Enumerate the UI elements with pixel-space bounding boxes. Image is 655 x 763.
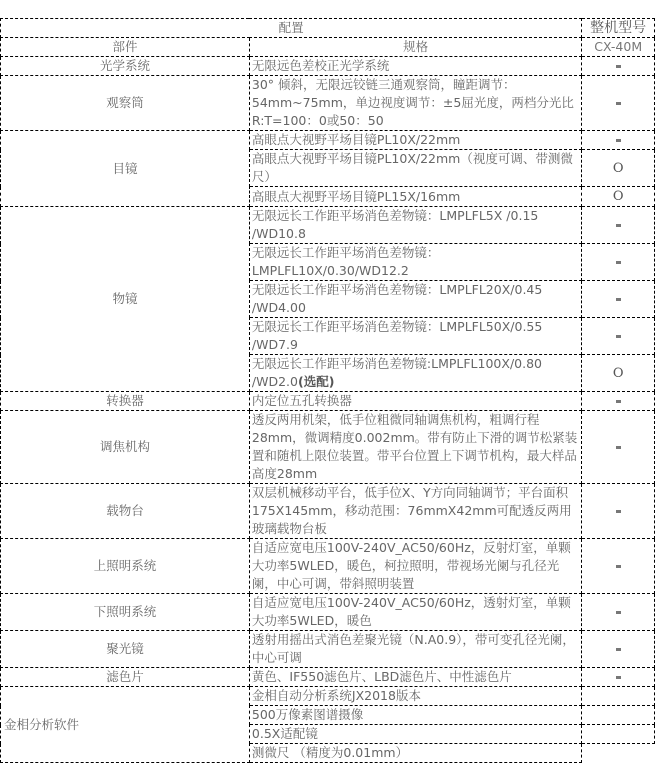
- mark-cell: [582, 150, 655, 187]
- spec-cell: 双层机械移动平台，低手位X、Y方向同轴调节；平台面积175X145mm，移动范围：76mmX42mm可配透反两用玻璃载物台板: [249, 484, 581, 539]
- mark-cell: [582, 539, 655, 594]
- spec-cell: 自适应宽电压100V-240V_AC50/60Hz，反射灯室，单颗大功率5WLED，暖色，柯拉照明，带视场光阑与孔径光阑，中心可调，带斜照明装置: [249, 539, 581, 594]
- model-value: CX-40M: [582, 38, 655, 57]
- part-cell: 下照明系统: [1, 594, 250, 631]
- included-dash-icon: [616, 139, 621, 142]
- included-dash-icon: [616, 565, 621, 568]
- part-cell: 滤色片: [1, 668, 250, 687]
- optional-note: (选配): [297, 374, 335, 389]
- mark-cell: [582, 725, 655, 744]
- mark-cell: [582, 668, 655, 687]
- table-subheader-row: [1, 38, 655, 57]
- included-dash-icon: [616, 224, 621, 227]
- spec-cell: 30° 倾斜，无限远铰链三通观察筒，瞳距调节：54mm~75mm，单边视度调节：±5屈光度，两档分光比R:T=100：0或50：50: [249, 76, 581, 131]
- table-row: [1, 631, 655, 668]
- spec-column-header: 规格: [249, 38, 581, 57]
- spec-cell: 测微尺 （精度为0.01mm）: [249, 744, 581, 763]
- table-row: [1, 131, 655, 150]
- mark-cell: [582, 244, 655, 281]
- part-cell: 金相分析软件: [1, 687, 250, 763]
- part-column-header: 部件: [1, 38, 250, 57]
- spec-cell: 无限远长工作距平场消色差物镜：LMPLFL10X/0.30/WD12.2: [249, 244, 581, 281]
- spec-cell: 自适应宽电压100V-240V_AC50/60Hz，透射灯室，单颗大功率5WLED，暖色: [249, 594, 581, 631]
- mark-cell: [582, 318, 655, 355]
- mark-cell: [582, 687, 655, 706]
- spec-cell: 0.5X适配镜: [249, 725, 581, 744]
- part-cell: 光学系统: [1, 57, 250, 76]
- mark-cell: [582, 187, 655, 207]
- optional-mark: O: [612, 189, 624, 204]
- included-dash-icon: [616, 298, 621, 301]
- part-cell: 载物台: [1, 484, 250, 539]
- mark-cell: [582, 411, 655, 484]
- table-row: [1, 57, 655, 76]
- spec-cell: 无限远色差校正光学系统: [249, 57, 581, 76]
- configuration-table: [0, 18, 655, 763]
- optional-mark: O: [612, 160, 624, 176]
- mark-cell: [582, 594, 655, 631]
- included-dash-icon: [616, 510, 621, 513]
- table-row: [1, 411, 655, 484]
- table-row: [1, 668, 655, 687]
- mark-cell: [582, 392, 655, 411]
- mark-cell: [582, 207, 655, 244]
- included-dash-icon: [616, 335, 621, 338]
- part-cell: 观察筒: [1, 76, 250, 131]
- table-row: [1, 76, 655, 131]
- table-row: [1, 207, 655, 244]
- mark-cell: [582, 57, 655, 76]
- mark-cell: [582, 355, 655, 392]
- spec-cell: 内定位五孔转换器: [249, 392, 581, 411]
- spec-cell: 高眼点大视野平场目镜PL15X/16mm: [249, 187, 581, 207]
- mark-cell: [582, 744, 655, 763]
- part-cell: 目镜: [1, 131, 250, 207]
- included-dash-icon: [616, 102, 621, 105]
- included-dash-icon: [616, 400, 621, 403]
- spec-cell: [249, 355, 581, 392]
- mark-cell: [582, 281, 655, 318]
- part-cell: 聚光镜: [1, 631, 250, 668]
- spec-cell: 金相自动分析系统JX2018版本: [249, 687, 581, 706]
- table-row: [1, 392, 655, 411]
- mark-cell: [582, 706, 655, 725]
- included-dash-icon: [616, 676, 621, 679]
- included-dash-icon: [616, 65, 621, 68]
- spec-cell: 透反两用机架，低手位粗微同轴调焦机构，粗调行程28mm，微调精度0.002mm。带有防止下滑的调节松紧装置和随机上限位装置。带平台位置上下调节机构，最大样品高度28mm: [249, 411, 581, 484]
- part-cell: 上照明系统: [1, 539, 250, 594]
- spec-cell: 500万像素图谱摄像: [249, 706, 581, 725]
- optional-mark: O: [612, 365, 624, 381]
- included-dash-icon: [616, 446, 621, 449]
- part-cell: 转换器: [1, 392, 250, 411]
- config-header: 配置: [1, 19, 582, 38]
- table-row: [1, 594, 655, 631]
- included-dash-icon: [616, 261, 621, 264]
- spec-cell: 无限远长工作距平场消色差物镜：LMPLFL20X/0.45 /WD4.00: [249, 281, 581, 318]
- spec-cell: 高眼点大视野平场目镜PL10X/22mm（视度可调、带测微尺）: [249, 150, 581, 187]
- spec-cell: 透射用摇出式消色差聚光镜（N.A0.9），带可变孔径光阑，中心可调: [249, 631, 581, 668]
- mark-cell: [582, 76, 655, 131]
- table-header-row: [1, 19, 655, 38]
- table-row: [1, 687, 655, 706]
- table-row: [1, 484, 655, 539]
- spec-cell: 无限远长工作距平场消色差物镜：LMPLFL50X/0.55 /WD7.9: [249, 318, 581, 355]
- mark-cell: [582, 631, 655, 668]
- included-dash-icon: [616, 611, 621, 614]
- part-cell: 物镜: [1, 207, 250, 392]
- spec-text: 无限远长工作距平场消色差物镜:LMPLFL100X/0.80 /WD2.0: [251, 356, 542, 389]
- spec-cell: 黄色、IF550滤色片、LBD滤色片、中性滤色片: [249, 668, 581, 687]
- spec-cell: 无限远长工作距平场消色差物镜：LMPLFL5X /0.15 /WD10.8: [249, 207, 581, 244]
- table-row: [1, 539, 655, 594]
- mark-cell: [582, 484, 655, 539]
- part-cell: 调焦机构: [1, 411, 250, 484]
- model-header: 整机型号: [582, 19, 655, 38]
- spec-cell: 高眼点大视野平场目镜PL10X/22mm: [249, 131, 581, 150]
- mark-cell: [582, 131, 655, 150]
- included-dash-icon: [616, 648, 621, 651]
